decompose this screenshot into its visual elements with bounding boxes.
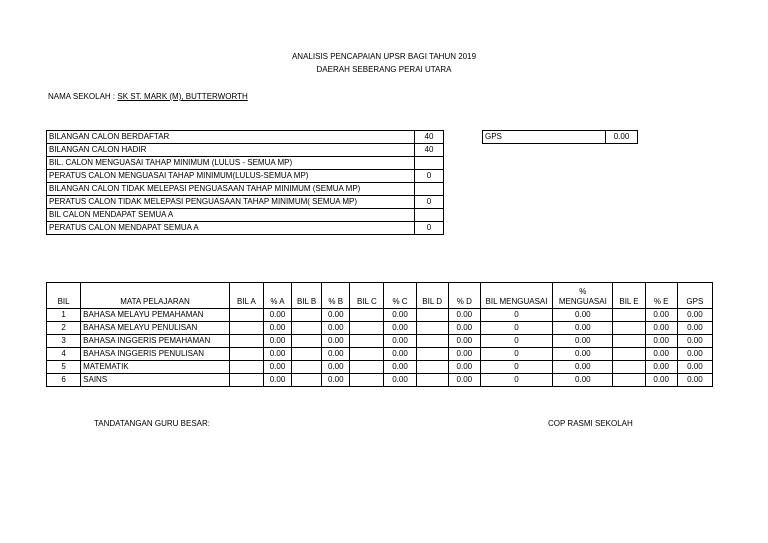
summary-value bbox=[415, 157, 444, 170]
table-cell: 0.00 bbox=[263, 374, 291, 387]
table-cell: 0.00 bbox=[384, 361, 416, 374]
table-cell: 0.00 bbox=[384, 374, 416, 387]
column-header: % B bbox=[322, 283, 350, 309]
table-cell bbox=[416, 374, 448, 387]
summary-label: BIL. CALON MENGUASAI TAHAP MINIMUM (LULUS - SEMUA MP) bbox=[47, 157, 415, 170]
column-header: BIL E bbox=[613, 283, 645, 309]
column-header: BIL bbox=[47, 283, 81, 309]
summary-value: 40 bbox=[415, 144, 444, 157]
summary-row bbox=[47, 170, 444, 183]
table-cell: 0.00 bbox=[448, 374, 480, 387]
table-cell: 0.00 bbox=[645, 348, 677, 361]
table-cell bbox=[229, 309, 263, 322]
column-header: % MENGUASAI bbox=[553, 283, 613, 309]
subject-name-cell: BAHASA INGGERIS PENULISAN bbox=[81, 348, 230, 361]
column-header: BIL A bbox=[229, 283, 263, 309]
summary-label: PERATUS CALON MENGUASAI TAHAP MINIMUM(LULUS-SEMUA MP) bbox=[47, 170, 415, 183]
table-cell: 5 bbox=[47, 361, 81, 374]
table-cell bbox=[416, 322, 448, 335]
table-cell bbox=[613, 309, 645, 322]
column-header: GPS bbox=[677, 283, 712, 309]
table-cell: 0.00 bbox=[384, 348, 416, 361]
table-cell: 0.00 bbox=[384, 322, 416, 335]
table-cell: 0.00 bbox=[677, 361, 712, 374]
table-cell: 0.00 bbox=[645, 335, 677, 348]
summary-value bbox=[415, 183, 444, 196]
table-cell: 3 bbox=[47, 335, 81, 348]
gps-table bbox=[482, 130, 638, 144]
table-cell bbox=[613, 348, 645, 361]
table-cell: 0.00 bbox=[263, 361, 291, 374]
table-cell bbox=[292, 322, 322, 335]
table-cell bbox=[292, 361, 322, 374]
table-cell: 6 bbox=[47, 374, 81, 387]
table-cell: 0.00 bbox=[448, 361, 480, 374]
table-cell: 0.00 bbox=[263, 335, 291, 348]
table-cell bbox=[229, 348, 263, 361]
summary-label: PERATUS CALON TIDAK MELEPASI PENGUASAAN TAHAP MINIMUM( SEMUA MP) bbox=[47, 196, 415, 209]
summary-label: BILANGAN CALON BERDAFTAR bbox=[47, 131, 415, 144]
table-cell: 0.00 bbox=[553, 309, 613, 322]
table-header-row bbox=[47, 283, 713, 309]
summary-value: 40 bbox=[415, 131, 444, 144]
table-cell: 0.00 bbox=[553, 322, 613, 335]
table-cell: 1 bbox=[47, 309, 81, 322]
summary-label: BILANGAN CALON HADIR bbox=[47, 144, 415, 157]
table-cell bbox=[350, 322, 384, 335]
school-name: SK ST. MARK (M), BUTTERWORTH bbox=[117, 92, 248, 101]
table-cell bbox=[292, 335, 322, 348]
summary-label: PERATUS CALON MENDAPAT SEMUA A bbox=[47, 222, 415, 235]
table-cell: 0.00 bbox=[645, 309, 677, 322]
table-cell: 0 bbox=[480, 374, 552, 387]
school-name-line bbox=[48, 92, 248, 102]
table-cell bbox=[350, 361, 384, 374]
table-cell: 0.00 bbox=[645, 322, 677, 335]
table-cell bbox=[416, 348, 448, 361]
column-header: BIL C bbox=[350, 283, 384, 309]
table-row bbox=[47, 361, 713, 374]
table-cell: 0.00 bbox=[322, 322, 350, 335]
table-cell: 0.00 bbox=[263, 348, 291, 361]
table-cell: 0.00 bbox=[322, 335, 350, 348]
summary-value: 0 bbox=[415, 222, 444, 235]
table-row bbox=[47, 322, 713, 335]
summary-row bbox=[47, 196, 444, 209]
table-cell: 4 bbox=[47, 348, 81, 361]
subject-name-cell: BAHASA MELAYU PEMAHAMAN bbox=[81, 309, 230, 322]
table-cell bbox=[416, 335, 448, 348]
summary-label: BIL CALON MENDAPAT SEMUA A bbox=[47, 209, 415, 222]
summary-row bbox=[47, 209, 444, 222]
table-cell bbox=[350, 335, 384, 348]
table-cell: 0.00 bbox=[448, 322, 480, 335]
table-cell: 0 bbox=[480, 361, 552, 374]
table-cell: 0.00 bbox=[677, 374, 712, 387]
column-header: MATA PELAJARAN bbox=[81, 283, 230, 309]
gps-row bbox=[483, 131, 638, 144]
table-row bbox=[47, 348, 713, 361]
table-cell: 0.00 bbox=[384, 335, 416, 348]
summary-value: 0 bbox=[415, 196, 444, 209]
table-cell: 0.00 bbox=[322, 309, 350, 322]
table-cell: 0.00 bbox=[322, 361, 350, 374]
gps-value: 0.00 bbox=[606, 131, 638, 144]
column-header: % C bbox=[384, 283, 416, 309]
table-cell: 0.00 bbox=[553, 361, 613, 374]
table-cell: 0.00 bbox=[677, 309, 712, 322]
subject-name-cell: MATEMATIK bbox=[81, 361, 230, 374]
table-cell bbox=[613, 335, 645, 348]
table-cell: 0 bbox=[480, 335, 552, 348]
table-cell: 0.00 bbox=[263, 322, 291, 335]
summary-row bbox=[47, 157, 444, 170]
column-header: % E bbox=[645, 283, 677, 309]
table-cell: 0.00 bbox=[384, 309, 416, 322]
table-cell bbox=[613, 322, 645, 335]
table-row bbox=[47, 374, 713, 387]
table-cell: 0.00 bbox=[448, 335, 480, 348]
table-cell bbox=[292, 348, 322, 361]
table-cell: 0.00 bbox=[645, 374, 677, 387]
summary-value: 0 bbox=[415, 170, 444, 183]
table-cell bbox=[613, 374, 645, 387]
table-cell: 0 bbox=[480, 348, 552, 361]
subjects-table bbox=[46, 282, 713, 387]
school-label: NAMA SEKOLAH : bbox=[48, 92, 118, 101]
summary-row bbox=[47, 222, 444, 235]
table-cell bbox=[292, 374, 322, 387]
summary-row bbox=[47, 183, 444, 196]
table-cell: 0.00 bbox=[677, 335, 712, 348]
table-cell bbox=[416, 309, 448, 322]
table-cell bbox=[229, 322, 263, 335]
column-header: BIL D bbox=[416, 283, 448, 309]
column-header: % D bbox=[448, 283, 480, 309]
report-subtitle: DAERAH SEBERANG PERAI UTARA bbox=[316, 65, 452, 74]
column-header: BIL B bbox=[292, 283, 322, 309]
table-cell bbox=[350, 309, 384, 322]
table-cell: 0.00 bbox=[553, 374, 613, 387]
subject-name-cell: SAINS bbox=[81, 374, 230, 387]
table-cell: 2 bbox=[47, 322, 81, 335]
table-cell bbox=[229, 374, 263, 387]
subject-name-cell: BAHASA MELAYU PENULISAN bbox=[81, 322, 230, 335]
table-cell: 0 bbox=[480, 322, 552, 335]
column-header: BIL MENGUASAI bbox=[480, 283, 552, 309]
table-cell: 0 bbox=[480, 309, 552, 322]
table-cell bbox=[613, 361, 645, 374]
table-cell: 0.00 bbox=[263, 309, 291, 322]
table-cell: 0.00 bbox=[677, 348, 712, 361]
table-cell: 0.00 bbox=[448, 348, 480, 361]
summary-value bbox=[415, 209, 444, 222]
table-cell bbox=[292, 309, 322, 322]
table-cell: 0.00 bbox=[553, 335, 613, 348]
table-cell bbox=[229, 335, 263, 348]
signature-label: TANDATANGAN GURU BESAR: bbox=[94, 419, 211, 428]
subject-name-cell: BAHASA INGGERIS PEMAHAMAN bbox=[81, 335, 230, 348]
table-cell: 0.00 bbox=[322, 348, 350, 361]
report-title: ANALISIS PENCAPAIAN UPSR BAGI TAHUN 2019 bbox=[291, 52, 477, 61]
gps-label: GPS bbox=[483, 131, 606, 144]
table-cell bbox=[350, 374, 384, 387]
column-header: % A bbox=[263, 283, 291, 309]
table-cell bbox=[229, 361, 263, 374]
stamp-label: COP RASMI SEKOLAH bbox=[548, 419, 633, 428]
summary-table bbox=[46, 130, 444, 235]
summary-label: BILANGAN CALON TIDAK MELEPASI PENGUASAAN TAHAP MINIMUM (SEMUA MP) bbox=[47, 183, 415, 196]
summary-row bbox=[47, 144, 444, 157]
table-cell: 0.00 bbox=[448, 309, 480, 322]
table-cell: 0.00 bbox=[677, 322, 712, 335]
table-cell bbox=[350, 348, 384, 361]
table-cell bbox=[416, 361, 448, 374]
table-row bbox=[47, 309, 713, 322]
summary-row bbox=[47, 131, 444, 144]
table-row bbox=[47, 335, 713, 348]
table-cell: 0.00 bbox=[553, 348, 613, 361]
table-cell: 0.00 bbox=[645, 361, 677, 374]
table-cell: 0.00 bbox=[322, 374, 350, 387]
